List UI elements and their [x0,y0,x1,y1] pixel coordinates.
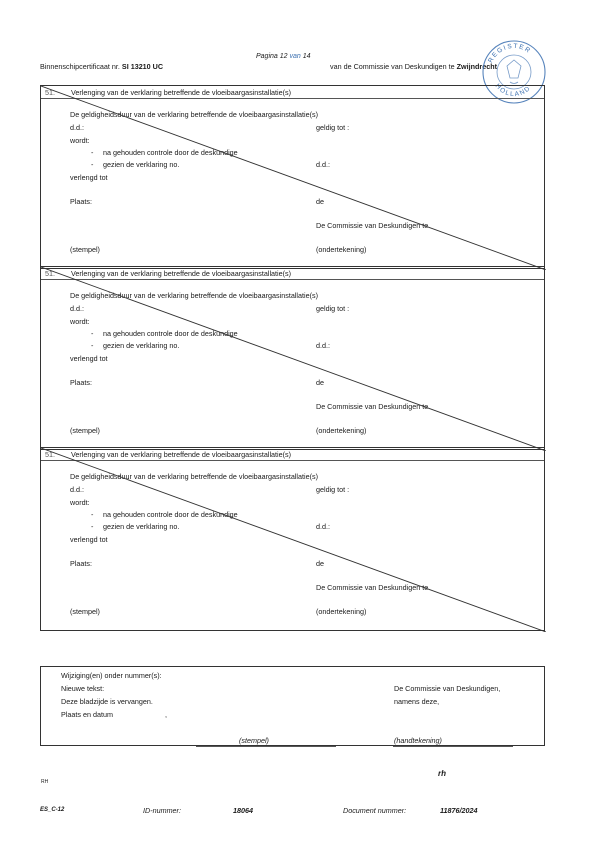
bullet-dash: - [91,510,94,519]
verlengd-label: verlengd tot [70,173,108,182]
dd-label: d.d.: [70,123,84,132]
verlengd-label: verlengd tot [70,535,108,544]
wordt-label: wordt: [70,136,90,145]
cancel-diagonal [41,448,546,632]
page-label: Pagina [256,53,278,60]
bullet-dash: - [91,341,94,350]
de-label: de [316,378,324,387]
de-label: de [316,559,324,568]
section-number: 51. [45,450,55,459]
geldig-tot-label: geldig tot : [316,485,350,494]
svg-text:REGISTER [487,43,532,64]
place-date-comma: , [165,710,167,719]
section-number: 51. [45,269,55,278]
namens-label: namens deze, [394,697,440,706]
validity-line: De geldigheidsduur van de verklaring betreffende de vloeibaargasinstallatie(s) [70,472,318,481]
section-number: 51. [45,88,55,97]
section-title: Verlenging van de verklaring betreffende de vloeibaargasinstallatie(s) [71,88,292,97]
commission-city: Zwijndrecht [456,62,497,71]
page-sep: van [289,53,301,60]
cancel-diagonal [41,86,546,270]
document-number-label: Document nummer: [343,806,407,815]
signature-underline [393,746,513,747]
validity-line: De geldigheidsduur van de verklaring betreffende de vloeibaargasinstallatie(s) [70,110,318,119]
bullet-dash: - [91,522,94,531]
bullet-verklaring: gezien de verklaring no. [103,160,180,169]
geldig-tot-label: geldig tot : [316,304,350,313]
commission-label: De Commissie van Deskundigen, [394,684,501,693]
amendment-numbers-label: Wijziging(en) onder nummer(s): [61,671,162,680]
amendment-box [40,666,545,746]
form-code: ES_C-12 [40,807,65,813]
bullet-controle: na gehouden controle door de deskundige [103,148,238,157]
page-number [256,53,311,60]
extension-section-2 [40,266,545,450]
validity-line: De geldigheidsduur van de verklaring betreffende de vloeibaargasinstallatie(s) [70,291,318,300]
dd2-label: d.d.: [316,522,330,531]
certificate-number [40,62,163,71]
dd-label: d.d.: [70,485,84,494]
signature-label: (handtekening) [394,736,442,745]
commission-signature-label: De Commissie van Deskundigen te [316,402,429,411]
seal-text-bottom: HOLLAND [493,82,533,99]
page-replaced-label: Deze bladzijde is vervangen. [61,697,153,706]
extension-section-1 [40,82,545,269]
bullet-dash: - [91,160,94,169]
rh-mark: RH [41,779,49,785]
stamp-underline [196,746,336,747]
extension-section-3 [40,447,545,631]
stempel-label: (stempel) [70,245,100,254]
place-date-label: Plaats en datum [61,710,113,719]
new-text-label: Nieuwe tekst: [61,684,105,693]
cert-prefix: Binnenschipcertificaat nr. [40,62,120,71]
section-title: Verlenging van de verklaring betreffende de vloeibaargasinstallatie(s) [71,269,292,278]
document-number-value: 11876/2024 [440,806,478,815]
stempel-label: (stempel) [70,426,100,435]
page-total: 14 [302,53,311,60]
de-label: de [316,197,324,206]
seal-text-top: REGISTER [487,42,533,65]
stempel-label: (stempel) [70,607,100,616]
section-title: Verlenging van de verklaring betreffende de vloeibaargasinstallatie(s) [71,450,292,459]
bullet-controle: na gehouden controle door de deskundige [103,510,238,519]
ondertekening-label: (ondertekening) [316,426,367,435]
id-label: ID-nummer: [143,806,181,815]
bullet-dash: - [91,329,94,338]
wordt-label: wordt: [70,498,90,507]
plaats-label: Plaats: [70,559,92,568]
bullet-verklaring: gezien de verklaring no. [103,522,180,531]
ondertekening-label: (ondertekening) [316,245,367,254]
ondertekening-label: (ondertekening) [316,607,367,616]
commission-signature-label: De Commissie van Deskundigen te [316,583,429,592]
commission-header [330,62,497,71]
bullet-verklaring: gezien de verklaring no. [103,341,180,350]
commission-prefix: van de Commissie van Deskundigen te [330,62,455,71]
cancel-diagonal [41,267,546,451]
plaats-label: Plaats: [70,197,92,206]
stamp-label: (stempel) [239,736,269,745]
commission-signature-label: De Commissie van Deskundigen te [316,221,429,230]
verlengd-label: verlengd tot [70,354,108,363]
dd2-label: d.d.: [316,160,330,169]
handwritten-initials: rh [438,769,446,778]
dd-label: d.d.: [70,304,84,313]
dd2-label: d.d.: [316,341,330,350]
geldig-tot-label: geldig tot : [316,123,350,132]
page-num: 12 [279,53,288,60]
cert-no: SI 13210 UC [121,62,164,71]
bullet-dash: - [91,148,94,157]
id-value: 18064 [233,806,253,815]
plaats-label: Plaats: [70,378,92,387]
bullet-controle: na gehouden controle door de deskundige [103,329,238,338]
wordt-label: wordt: [70,317,90,326]
